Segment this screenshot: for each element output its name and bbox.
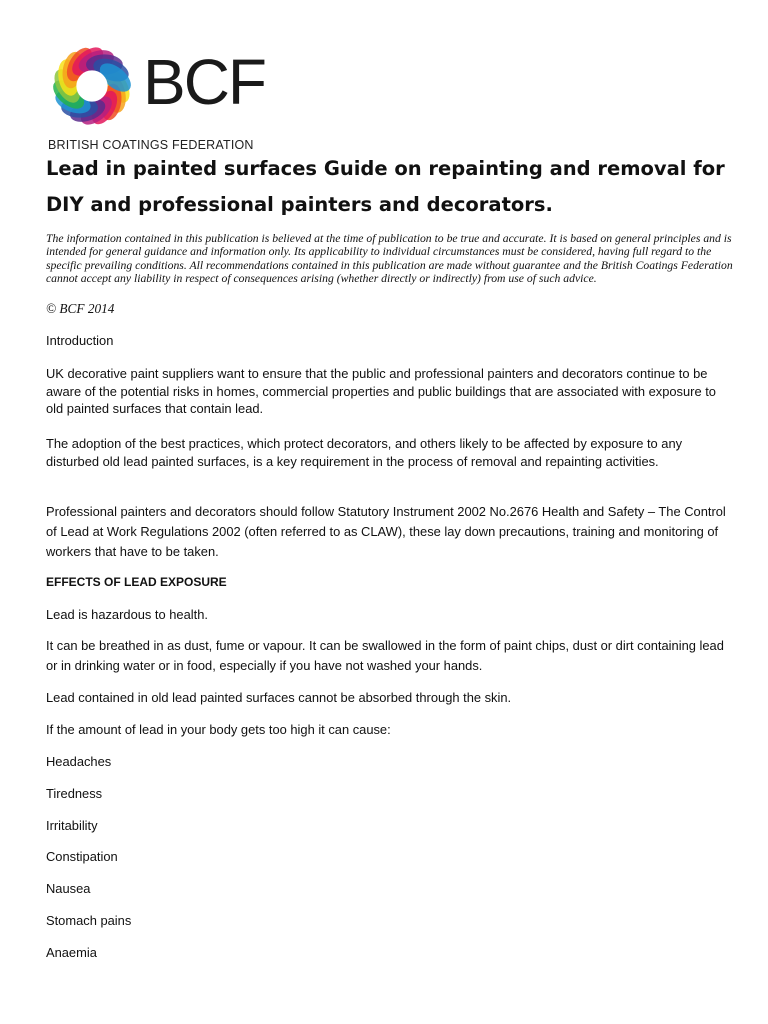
symptom-item: Tiredness <box>46 786 103 801</box>
symptom-item: Constipation <box>46 849 118 864</box>
bcf-subtitle: BRITISH COATINGS FEDERATION <box>48 138 254 152</box>
symptom-item: Nausea <box>46 881 91 896</box>
copyright-notice: © BCF 2014 <box>46 301 115 316</box>
logo-center <box>76 70 107 101</box>
disclaimer-text: The information contained in this publication is believed at the time of publication to be true and accurate. It is based on general principles and is intended for general guidance and information only. Its applicability to individual circumstances must be considered, having full regard to the specific prevailing conditions. All recommendations contained in this publication are made without guarantee and the British Coatings Federation cannot accept any liability in respect of consequences arising (whether directly or indirectly) from use of such advice. <box>46 232 733 286</box>
effects-paragraph-1: Lead is hazardous to health. <box>46 607 208 622</box>
document-title: Lead in painted surfaces Guide on repainting and removal for DIY and professional painters and decorators. <box>46 157 725 216</box>
symptom-item: Stomach pains <box>46 913 132 928</box>
effects-heading: EFFECTS OF LEAD EXPOSURE <box>46 575 227 589</box>
intro-heading: Introduction <box>46 333 114 348</box>
bcf-logo-mark <box>46 40 138 132</box>
symptom-item: Headaches <box>46 754 112 769</box>
symptom-item: Anaemia <box>46 945 97 960</box>
symptom-item: Irritability <box>46 818 98 833</box>
intro-paragraph-3: Professional painters and decorators should follow Statutory Instrument 2002 No.2676 Health and Safety – The Control of Lead at Work Regulations 2002 (often referred to as CLAW), these lay down precautions, training and monitoring of workers that have to be taken. <box>46 504 726 559</box>
effects-paragraph-3: Lead contained in old lead painted surfaces cannot be absorbed through the skin. <box>46 690 512 705</box>
bcf-wordmark: BCF <box>143 46 265 118</box>
effects-paragraph-2: It can be breathed in as dust, fume or vapour. It can be swallowed in the form of paint chips, dust or dirt containing lead or in drinking water or in food, especially if you have not washed your hands. <box>46 638 724 673</box>
bcf-logo <box>46 40 266 152</box>
intro-paragraph-1: UK decorative paint suppliers want to ensure that the public and professional painters and decorators continue to be aware of the potential risks in homes, commercial properties and public buildings that are associated with exposure to old painted surfaces that contain lead. <box>46 366 716 416</box>
intro-paragraph-2: The adoption of the best practices, which protect decorators, and others likely to be affected by exposure to any disturbed old lead painted surfaces, is a key requirement in the process of removal and repainting activities. <box>46 436 683 469</box>
effects-paragraph-4: If the amount of lead in your body gets too high it can cause: <box>46 722 391 737</box>
